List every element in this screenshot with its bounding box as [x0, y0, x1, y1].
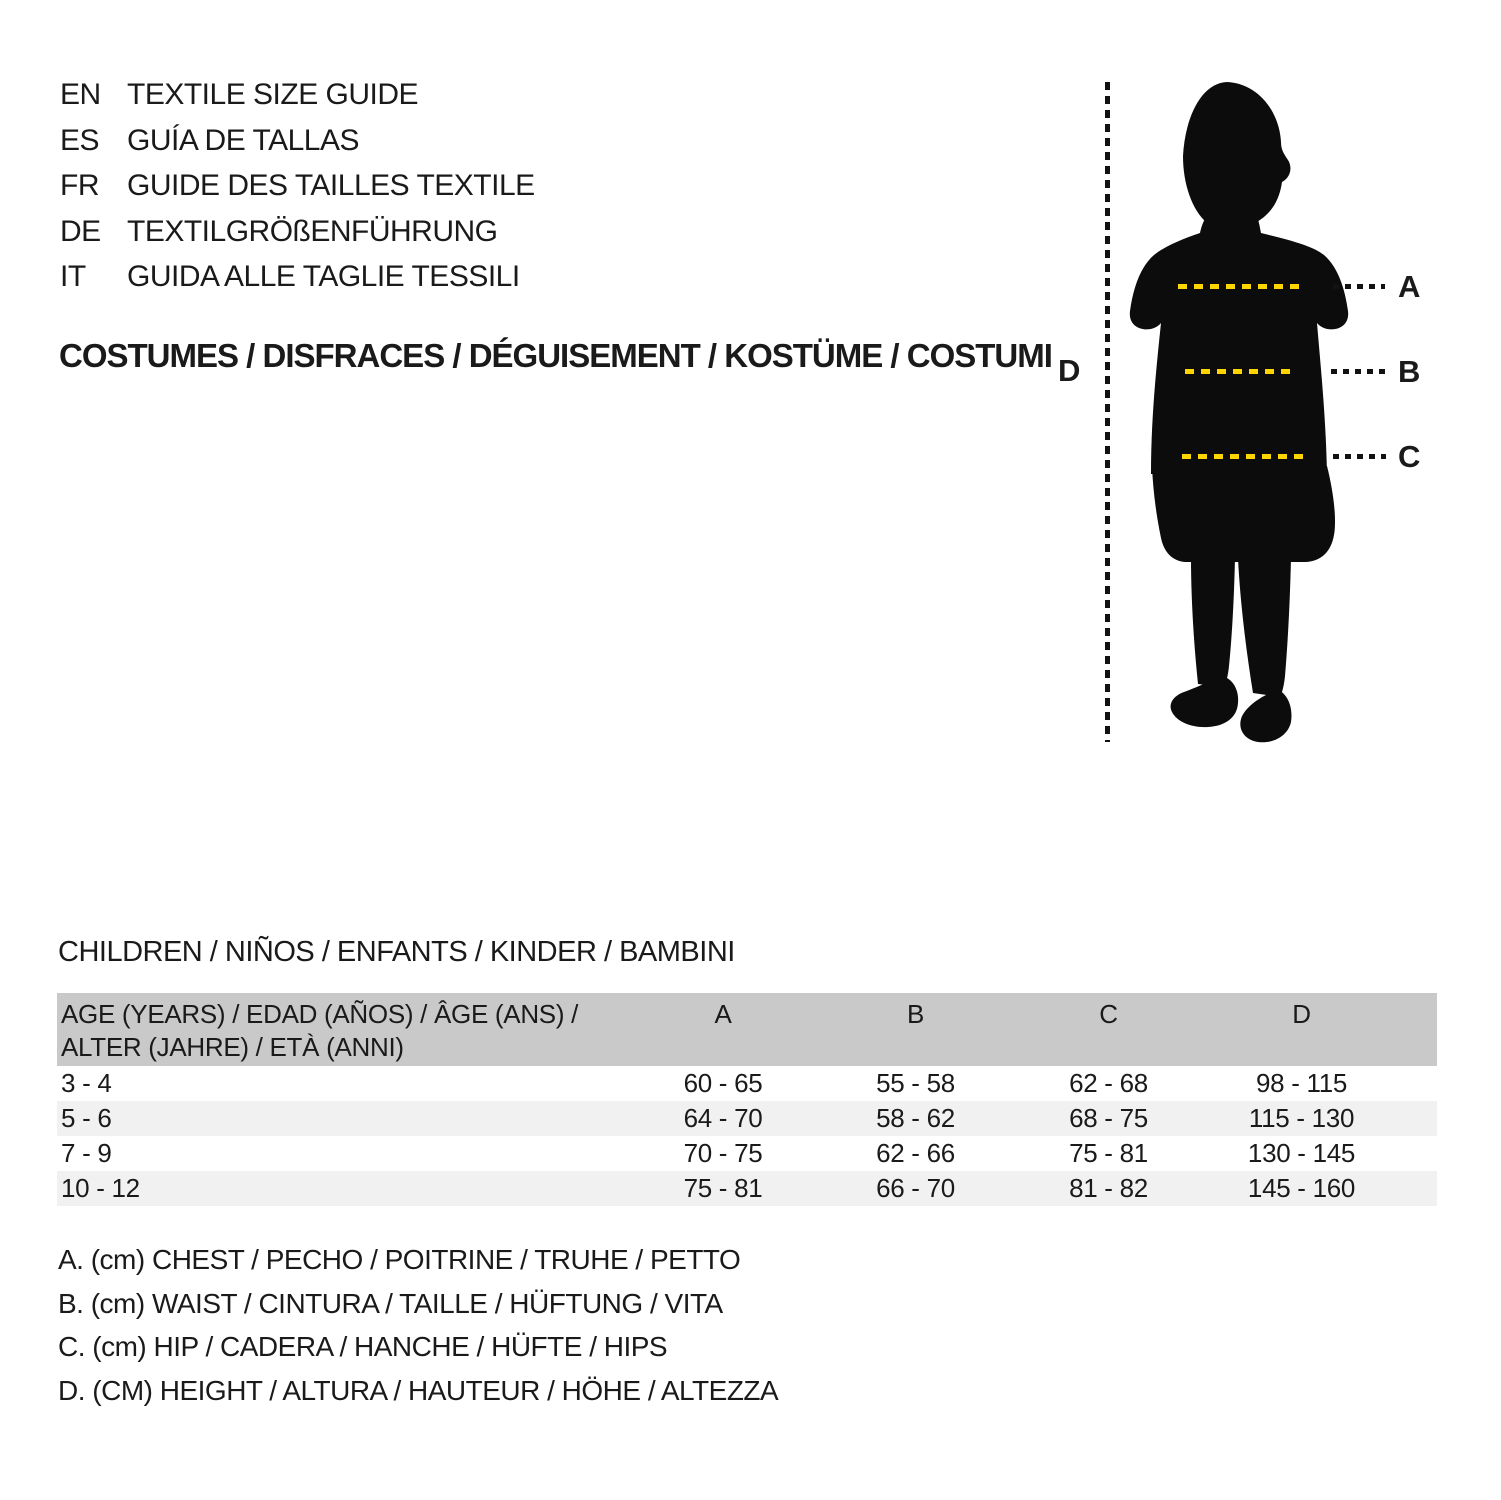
age-header-line2: ALTER (JAHRE) / ETÀ (ANNI) — [61, 1032, 404, 1062]
language-label: GUIDA ALLE TAGLIE TESSILI — [127, 260, 520, 293]
language-row-it — [60, 254, 535, 300]
category-title: COSTUMES / DISFRACES / DÉGUISEMENT / KOSTÜME / COSTUMI — [59, 337, 1052, 374]
language-code: ES — [60, 123, 100, 157]
row-spacer — [1398, 1171, 1437, 1206]
table-row — [57, 1171, 1437, 1206]
hip-cell: 81 - 82 — [1069, 1173, 1148, 1203]
child-silhouette-icon — [1095, 70, 1355, 750]
chest-cell: 70 - 75 — [683, 1138, 763, 1168]
chest-cell: 75 - 81 — [683, 1173, 763, 1203]
chest-cell: 64 - 70 — [683, 1103, 763, 1133]
language-row-fr — [60, 163, 535, 209]
silhouette-head — [1183, 82, 1290, 223]
column-header-a: A — [714, 999, 732, 1029]
legend-item-chest: A. (cm) CHEST / PECHO / POITRINE / TRUHE / PETTO — [58, 1244, 741, 1275]
waist-cell: 58 - 62 — [876, 1103, 955, 1133]
age-cell: 5 - 6 — [61, 1103, 112, 1133]
table-row — [57, 1066, 1437, 1101]
language-label: TEXTILGRÖßENFÜHRUNG — [127, 214, 498, 248]
chest-cell: 60 - 65 — [683, 1068, 763, 1098]
column-header-c: C — [1099, 999, 1118, 1029]
table-row — [57, 1136, 1437, 1171]
waist-cell: 62 - 66 — [876, 1138, 955, 1168]
height-marker-label: D — [1058, 353, 1081, 388]
hip-cell: 75 - 81 — [1069, 1138, 1148, 1168]
waist-cell: 55 - 58 — [876, 1068, 955, 1098]
language-code: EN — [60, 78, 101, 111]
language-label: GUIDE DES TAILLES TEXTILE — [127, 169, 535, 202]
age-cell: 7 - 9 — [61, 1138, 112, 1168]
language-row-es — [60, 118, 535, 164]
waist-marker-label: B — [1398, 354, 1421, 389]
waist-measure-line — [1185, 369, 1297, 374]
header-spacer — [1398, 998, 1437, 1066]
size-table-header — [57, 993, 1437, 1066]
size-table — [57, 993, 1437, 1206]
row-spacer — [1398, 1136, 1437, 1171]
hip-measure-line — [1182, 454, 1303, 459]
legend-item-height: D. (CM) HEIGHT / ALTURA / HAUTEUR / HÖHE / ALTEZZA — [58, 1374, 779, 1406]
measurement-figure — [1050, 60, 1501, 760]
age-header-line1: AGE (YEARS) / EDAD (AÑOS) / ÂGE (ANS) / — [61, 999, 579, 1029]
row-spacer — [1398, 1101, 1437, 1136]
language-row-de — [60, 209, 535, 255]
chest-leader-line — [1333, 284, 1385, 289]
silhouette-right-shoe — [1240, 690, 1291, 743]
column-header-d: D — [1292, 999, 1311, 1029]
language-code: DE — [60, 214, 101, 248]
age-cell: 3 - 4 — [61, 1068, 112, 1098]
language-row-en — [60, 72, 535, 118]
language-code: IT — [60, 260, 86, 293]
table-row — [57, 1101, 1437, 1136]
chest-marker-label: A — [1398, 269, 1421, 304]
hip-cell: 68 - 75 — [1069, 1103, 1148, 1133]
hip-marker-label: C — [1398, 439, 1421, 474]
column-header-b: B — [906, 999, 925, 1029]
waist-cell: 66 - 70 — [876, 1173, 955, 1203]
section-title-children: CHILDREN / NIÑOS / ENFANTS / KINDER / BAMBINI — [58, 936, 735, 968]
height-cell: 145 - 160 — [1247, 1173, 1356, 1203]
height-cell: 98 - 115 — [1255, 1068, 1348, 1098]
hip-leader-line — [1333, 454, 1386, 459]
language-label: GUÍA DE TALLAS — [127, 123, 359, 157]
silhouette-shorts — [1152, 466, 1335, 562]
age-cell: 10 - 12 — [61, 1173, 140, 1203]
height-cell: 115 - 130 — [1248, 1103, 1355, 1133]
hip-cell: 62 - 68 — [1069, 1068, 1148, 1098]
age-column-header — [57, 998, 627, 1066]
language-code: FR — [60, 169, 99, 202]
silhouette-torso — [1130, 216, 1348, 474]
chest-measure-line — [1178, 284, 1302, 289]
language-list — [60, 72, 535, 300]
language-label: TEXTILE SIZE GUIDE — [127, 78, 419, 111]
silhouette-right-leg — [1238, 558, 1291, 697]
legend-item-hip: C. (cm) HIP / CADERA / HANCHE / HÜFTE / HIPS — [58, 1331, 668, 1362]
row-spacer — [1398, 1066, 1437, 1101]
waist-leader-line — [1331, 369, 1386, 374]
measurement-legend — [58, 1238, 778, 1412]
height-cell: 130 - 145 — [1247, 1138, 1356, 1168]
silhouette-left-leg — [1191, 558, 1235, 687]
legend-item-waist: B. (cm) WAIST / CINTURA / TAILLE / HÜFTUNG / VITA — [58, 1287, 723, 1319]
